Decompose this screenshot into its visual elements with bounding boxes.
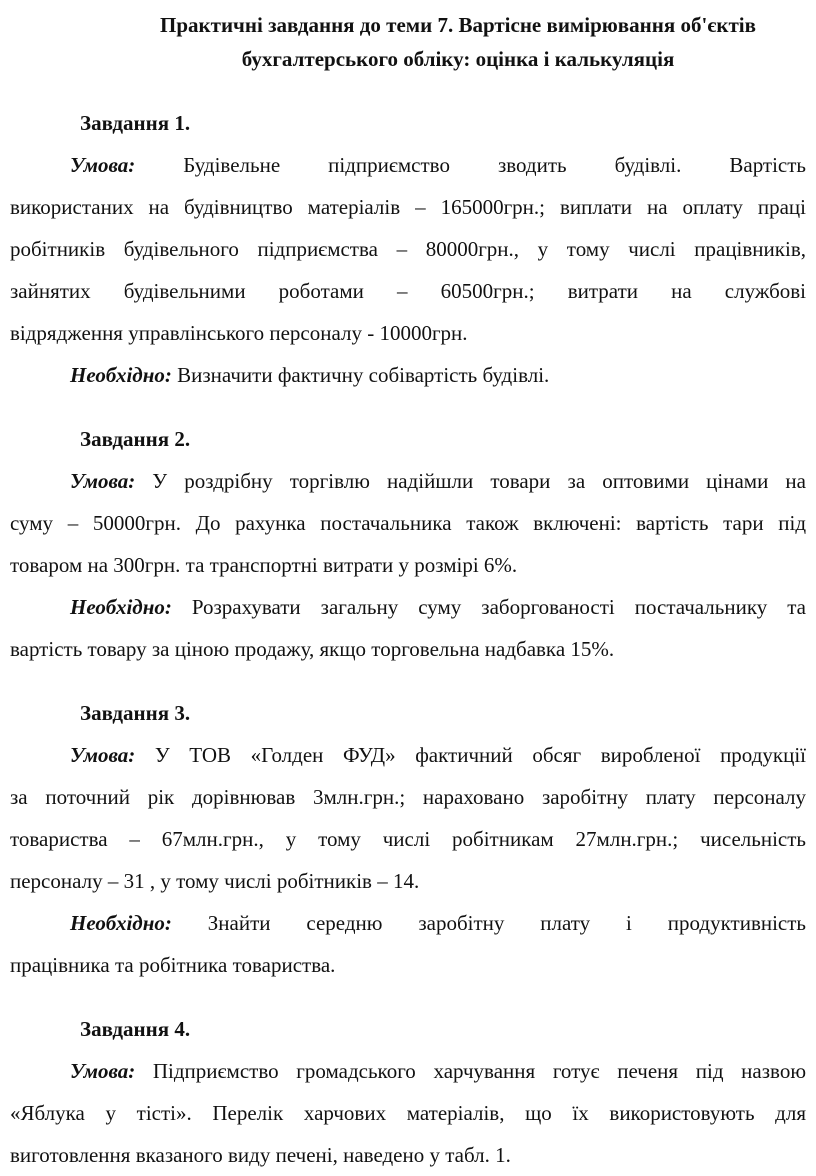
task-3 [10, 692, 806, 986]
title-line-2: бухгалтерського обліку: оцінка і калькуляція [241, 47, 675, 71]
condition-paragraph [10, 144, 806, 354]
paragraph-first-line [10, 902, 806, 944]
paragraph-line: відрядження управлінського персоналу - 10000грн. [10, 321, 468, 345]
paragraph-text: Визначити фактичну собівартість будівлі. [177, 363, 550, 387]
paragraph-text: Будівельне підприємство зводить будівлі. Вартість [183, 153, 807, 177]
paragraph-line: використаних на будівництво матеріалів – 165000грн.; виплати на оплату праці [10, 195, 806, 219]
paragraph-text: Знайти середню заробітну плату і продуктивність [207, 911, 807, 935]
required-paragraph [10, 902, 806, 986]
paragraph-first-line [10, 586, 806, 628]
document-title [10, 8, 806, 76]
paragraph-line: товаром на 300грн. та транспортні витрати у розмірі 6%. [10, 553, 518, 577]
paragraph-text: Розрахувати загальну суму заборгованості постачальнику та [191, 595, 807, 619]
paragraph-text: У ТОВ «Голден ФУД» фактичний обсяг виробленої продукції [154, 743, 806, 767]
paragraph-line: робітників будівельного підприємства – 80000грн., у тому числі працівників, [10, 237, 806, 261]
task-heading: Завдання 3. [80, 701, 191, 725]
paragraph-line: суму – 50000грн. До рахунка постачальника також включені: вартість тари під [10, 511, 806, 535]
paragraph-line: працівника та робітника товариства. [10, 953, 336, 977]
paragraph-first-line [10, 734, 806, 776]
condition-label: Умова: [70, 153, 136, 177]
paragraph-line: «Яблука у тісті». Перелік харчових матеріалів, що їх використовують для [10, 1101, 806, 1125]
paragraph-line: виготовлення вказаного виду печені, наведено у табл. 1. [10, 1143, 511, 1167]
task-heading: Завдання 4. [80, 1017, 191, 1041]
task-4 [10, 1008, 806, 1176]
paragraph-text: У роздрібну торгівлю надійшли товари за оптовими цінами на [152, 469, 806, 493]
required-label: Необхідно: [70, 595, 172, 619]
condition-paragraph [10, 460, 806, 586]
required-paragraph [10, 586, 806, 670]
condition-paragraph [10, 734, 806, 902]
condition-label: Умова: [70, 469, 136, 493]
paragraph-line: товариства – 67млн.грн., у тому числі робітникам 27млн.грн.; чисельність [10, 827, 806, 851]
condition-label: Умова: [70, 743, 136, 767]
required-paragraph [10, 354, 806, 396]
paragraph-line: персоналу – 31 , у тому числі робітників – 14. [10, 869, 420, 893]
paragraph-first-line [10, 144, 806, 186]
task-list [10, 102, 806, 1176]
condition-paragraph [10, 1050, 806, 1176]
paragraph-first-line [10, 354, 806, 396]
task-1 [10, 102, 806, 396]
paragraph-line: зайнятих будівельними роботами – 60500грн.; витрати на службові [10, 279, 806, 303]
required-label: Необхідно: [70, 911, 172, 935]
condition-label: Умова: [70, 1059, 136, 1083]
task-heading: Завдання 1. [80, 111, 191, 135]
required-label: Необхідно: [70, 363, 172, 387]
paragraph-line: вартість товару за ціною продажу, якщо торговельна надбавка 15%. [10, 637, 615, 661]
task-2 [10, 418, 806, 670]
paragraph-text: Підприємство громадського харчування готує печеня під назвою [152, 1059, 807, 1083]
paragraph-first-line [10, 460, 806, 502]
paragraph-line: за поточний рік дорівнював 3млн.грн.; нараховано заробітну плату персоналу [10, 785, 806, 809]
task-heading: Завдання 2. [80, 427, 191, 451]
title-line-1: Практичні завдання до теми 7. Вартісне вимірювання об'єктів [160, 13, 756, 37]
paragraph-first-line [10, 1050, 806, 1092]
